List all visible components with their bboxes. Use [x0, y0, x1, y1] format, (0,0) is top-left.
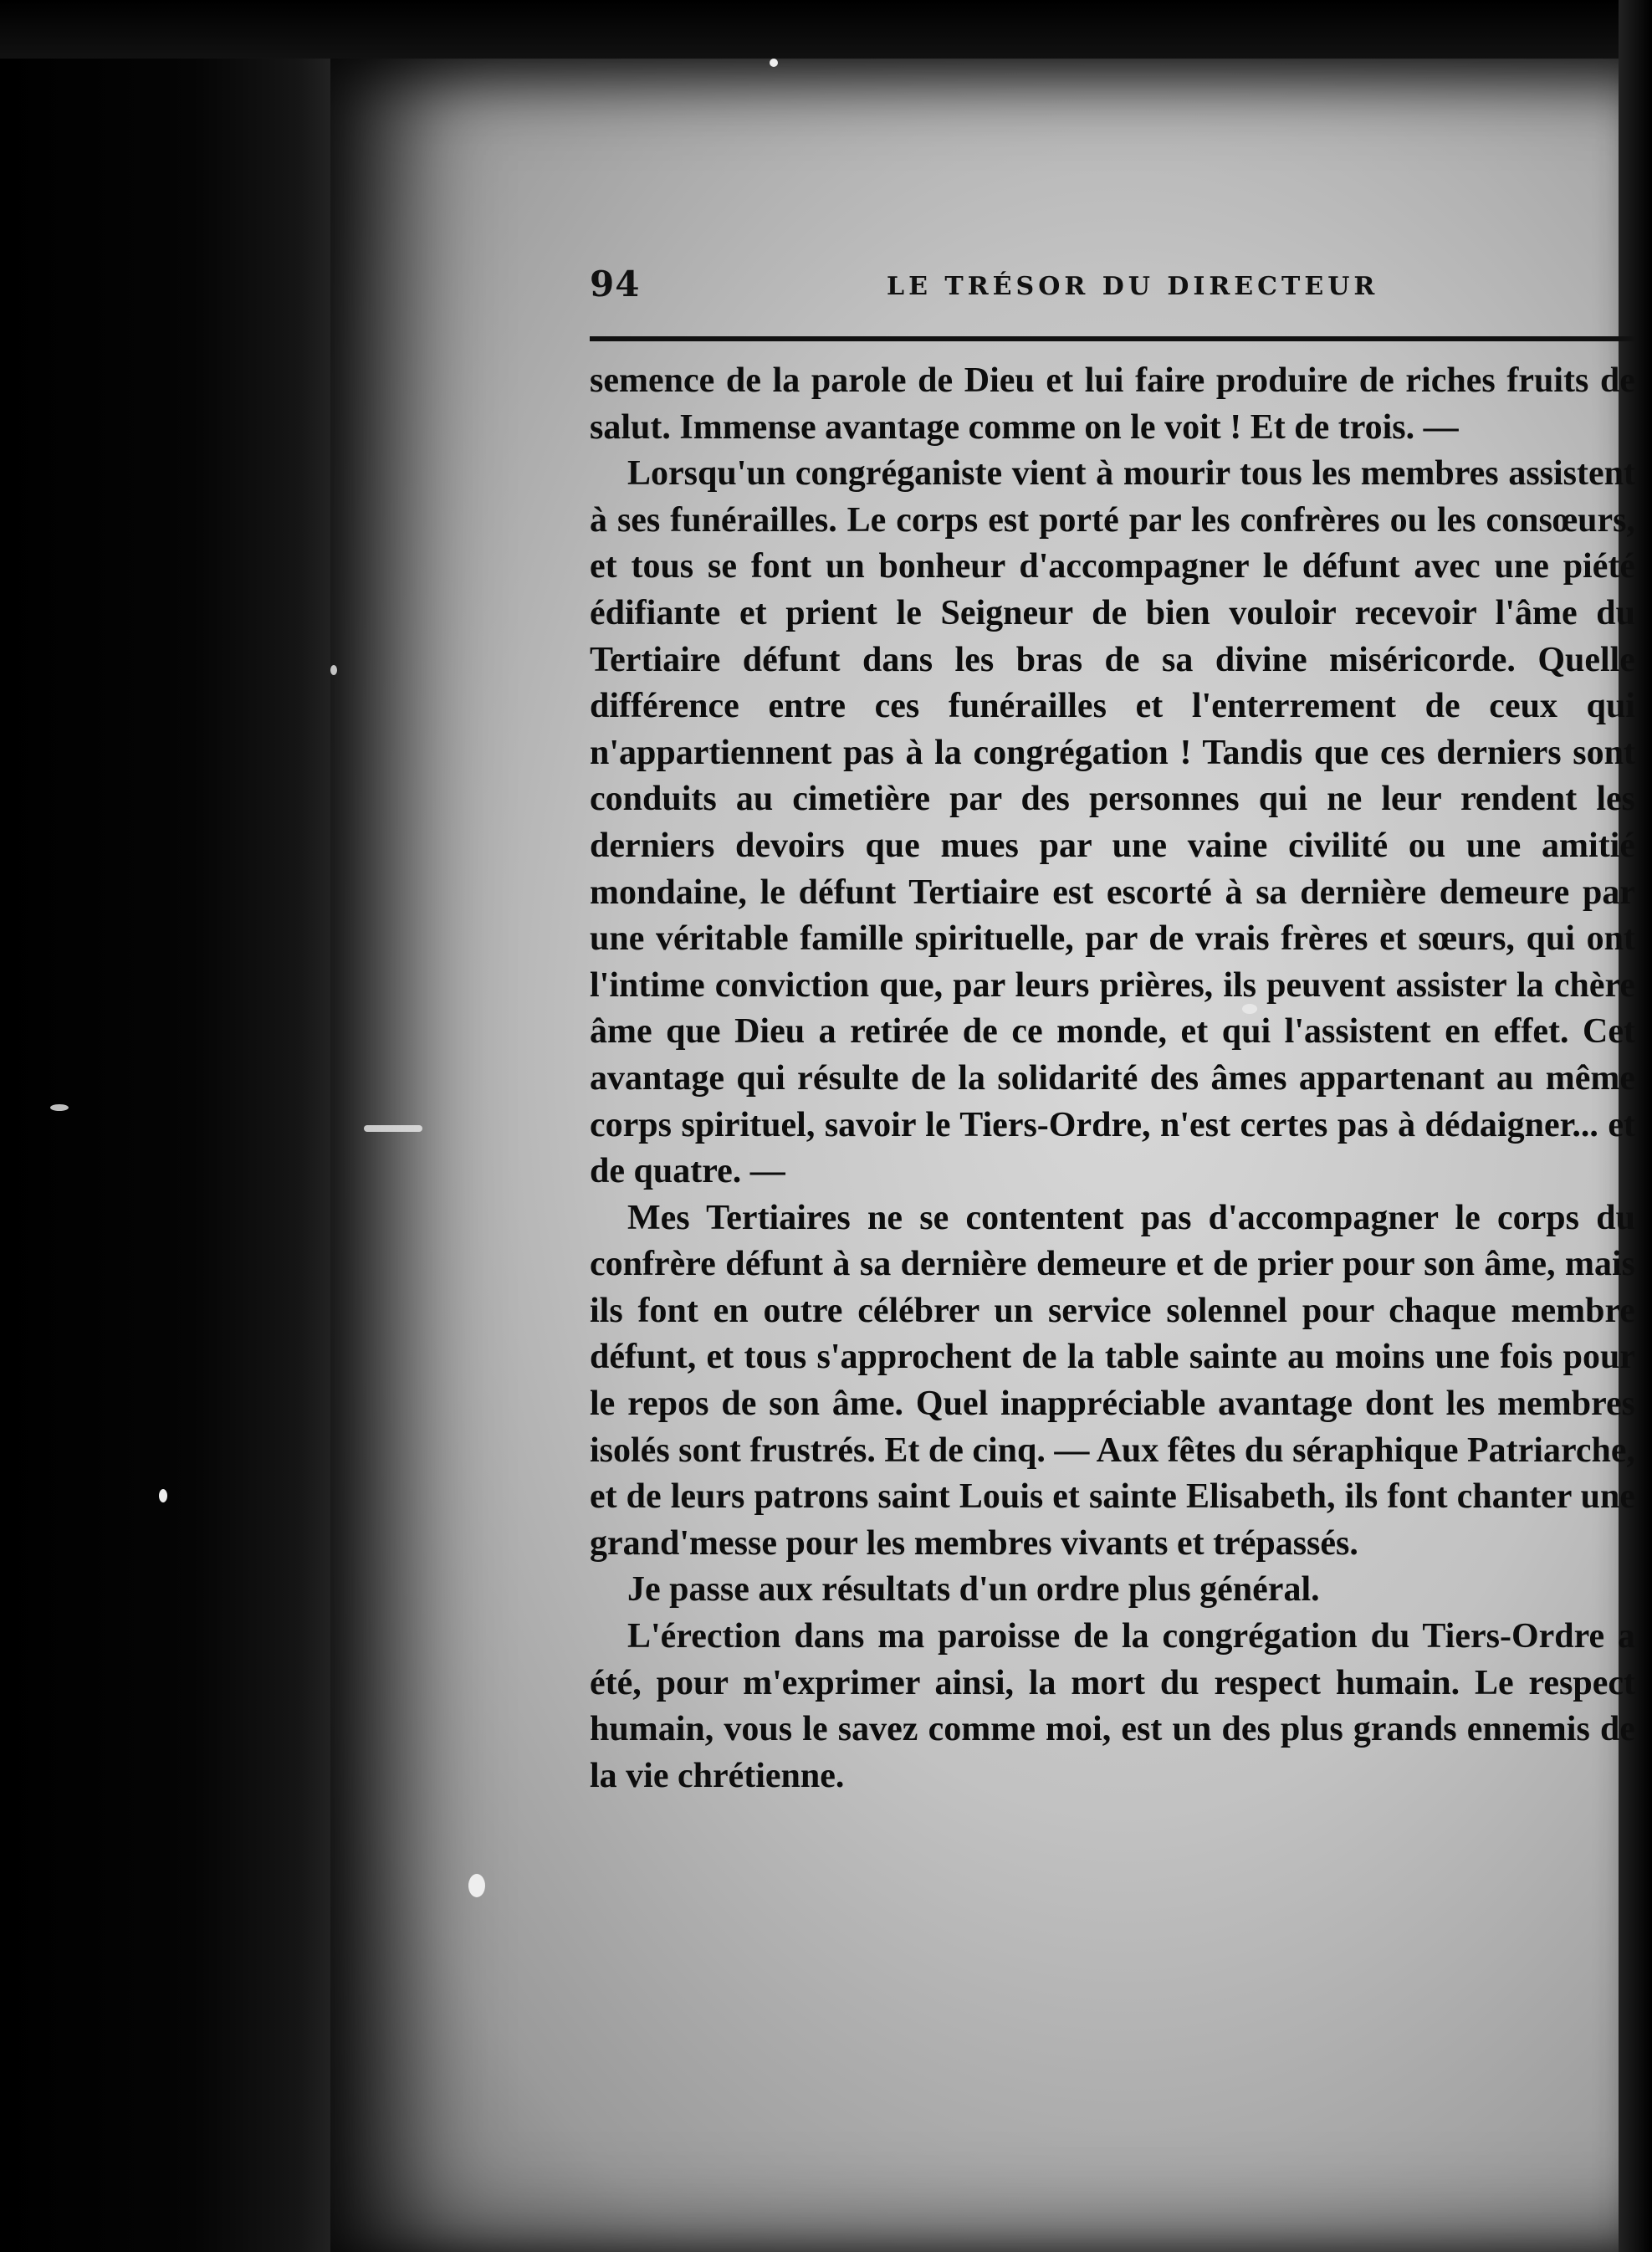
page-number: 94: [590, 264, 641, 305]
paragraph: L'érection dans ma paroisse de la congrégation du Tiers-Ordre a été, pour m'exprimer ainsi, la mort du respect humain. Le respect humain, vous le savez comme moi, est un des plus grands ennemis de la vie chrétienne.: [590, 1617, 1635, 1795]
paragraph: Je passe aux résultats d'un ordre plus général.: [627, 1570, 1320, 1610]
film-speck: [468, 1874, 485, 1897]
film-speck: [770, 59, 778, 67]
film-speck: [50, 1104, 69, 1111]
paragraph: Mes Tertiaires ne se contentent pas d'accompagner le corps du confrère défunt à sa dernière demeure et de prier pour son âme, mais ils font en outre célébrer un service solennel pour chaque membre défunt, et tous s'approchent de la table sainte au moins une fois pour le repos de son âme. Quel inappréciable avantage dont les membres isolés sont frustrés. Et de cinq. — Aux fêtes du séraphique Patriarche, et de leurs patrons saint Louis et sainte Elisabeth, ils font chanter une grand'messe pour les membres vivants et trépassés.: [590, 1198, 1635, 1563]
paragraph: semence de la parole de Dieu et lui faire produire de riches fruits de salut. Immense avantage comme on le voit ! Et de trois. —: [590, 361, 1635, 447]
running-title: LE TRÉSOR DU DIRECTEUR: [887, 272, 1379, 301]
running-head: [590, 264, 1635, 314]
film-speck: [159, 1489, 167, 1502]
top-film-edge: [0, 0, 1652, 59]
paragraph: Lorsqu'un congréganiste vient à mourir tous les membres assistent à ses funérailles. Le corps est porté par les confrères ou les consœurs, et tous se font un bonheur d'accompagner le défunt avec une piété édifiante et prient le Seigneur de bien vouloir recevoir l'âme du Tertiaire défunt dans les bras de sa divine miséricorde. Quelle différence entre ces funérailles et l'enterrement de ceux qui n'appartiennent pas à la congrégation ! Tandis que ces derniers sont conduits au cimetière par des personnes qui ne leur rendent les derniers devoirs que mues par une vaine civilité ou une amitié mondaine, le défunt Tertiaire est escorté à sa dernière demeure par une véritable famille spirituelle, par de vrais frères et sœurs, qui ont l'intime conviction que, par leurs prières, ils peuvent assister la chère âme que Dieu a retirée de ce monde, et qui l'assistent en effet. Cet avantage qui résulte de la solidarité des âmes appartenant au même corps spirituel, savoir le Tiers-Ordre, n'est certes pas à dédaigner... et de quatre. —: [590, 454, 1635, 1191]
film-speck: [364, 1125, 422, 1132]
header-rule: [590, 336, 1635, 341]
body-text: [590, 358, 1635, 1799]
left-film-margin: [0, 0, 351, 2252]
film-speck: [330, 665, 337, 675]
